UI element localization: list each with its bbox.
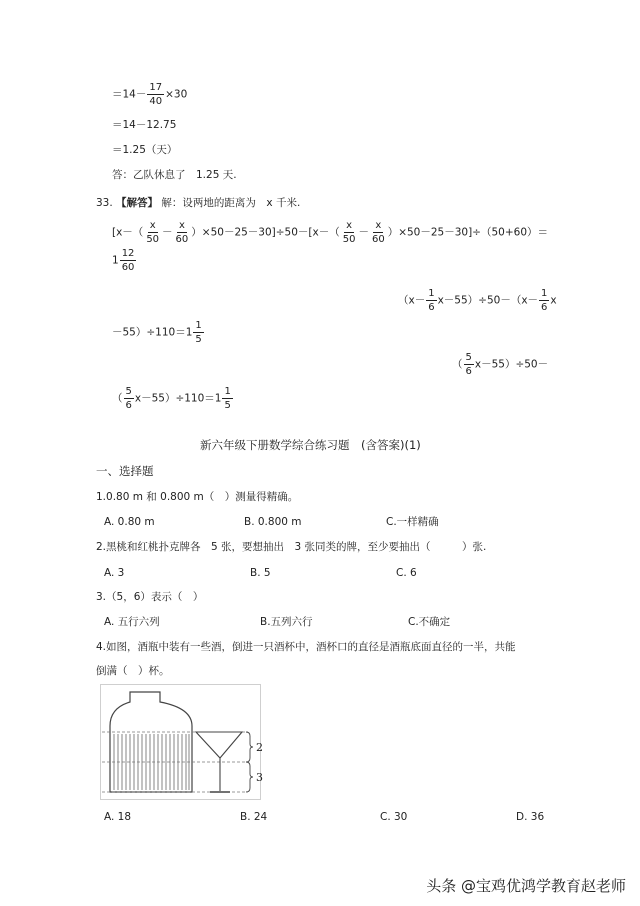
fraction [341,220,358,245]
denominator: 40 [149,96,163,107]
fraction [222,386,232,411]
q33-equation-4 [452,352,548,377]
q33-mixed-number-1 [112,248,137,273]
q4-stem-line-1: 4.如图，酒瓶中装有一些酒，倒进一只酒杯中，酒杯口的直径是酒瓶底面直径的一半，共能 [96,641,516,653]
denominator: 60 [371,234,385,245]
fraction [147,82,164,107]
bottle-glass-figure [100,684,270,806]
expr-text: （x－ [398,294,426,307]
denominator: 50 [342,234,356,245]
q1-option-c: C.一样精确 [386,516,439,528]
numerator: 1 [541,288,548,299]
q1-option-b: B. 0.800 m [244,516,302,528]
q33-equation-5 [112,386,234,411]
expr-text: x－55）÷110＝ [134,392,215,405]
solution-line-3: ＝1.25（天） [112,144,178,156]
q4-option-a: A. 18 [104,811,132,823]
denominator: 6 [541,302,548,313]
expr-text: － [358,226,369,239]
solution-answer: 答：乙队休息了 1.25 天. [112,169,237,181]
numerator: 1 [195,320,202,331]
q33-equation-1 [112,220,548,245]
expr-text: （ [112,392,123,405]
answer-tag: 【解答】 [116,197,159,209]
numerator: 5 [465,352,472,363]
denominator: 60 [121,262,135,273]
expr-text: －55）÷110＝ [112,326,186,339]
q33-equation-2 [398,288,557,313]
fraction [144,220,161,245]
fraction [370,220,387,245]
solution-line-1 [112,82,187,107]
q2-stem: 2.黑桃和红桃扑克牌各 5 张，要想抽出 3 张同类的牌，至少要抽出（ ）张. [96,541,487,553]
q1-stem: 1.0.80 m 和 0.800 m（ ）测量得精确。 [96,491,299,503]
denominator: 5 [224,400,231,411]
q2-option-a: A. 3 [104,567,125,579]
expr-text: ×30 [165,88,188,101]
numerator: x [149,220,156,231]
numerator: x [178,220,185,231]
q3-stem: 3.（5，6）表示（ ） [96,591,204,603]
q4-stem-line-2: 倒满（ ）杯。 [96,665,170,677]
denominator: 5 [195,334,202,345]
denominator: 60 [175,234,189,245]
denominator: 6 [125,400,132,411]
expr-text: ＝14－ [112,88,147,101]
q33-equation-3 [112,320,205,345]
numerator: 12 [121,248,135,259]
numerator: x [375,220,382,231]
q4-option-d: D. 36 [516,811,545,823]
fraction [120,248,137,273]
numerator: 1 [428,288,435,299]
fraction [174,220,191,245]
denominator: 6 [428,302,435,313]
mixed-whole: 1 [214,392,222,405]
section-heading: 一、选择题 [96,464,154,478]
q2-option-b: B. 5 [250,567,271,579]
watermark: 头条 @宝鸡优鸿学教育赵老师 [426,877,626,895]
q3-option-b: B.五列六行 [260,616,313,628]
heading-text: 解：设两地的距离为 x 千米. [161,197,301,209]
expr-text: x－55）÷50－ [474,358,549,371]
numerator: 5 [125,386,132,397]
q33-heading [96,196,300,210]
q2-option-c: C. 6 [396,567,417,579]
exam-title: 新六年级下册数学综合练习题 (含答案)(1) [200,438,421,452]
numerator: 17 [149,82,163,93]
expr-text: x－55）÷50－（x－ [437,294,539,307]
expr-text: x [550,294,557,307]
expr-text: － [162,226,173,239]
denominator: 6 [465,366,472,377]
fraction [464,352,474,377]
expr-text: [x－（ [112,226,144,239]
expr-text: ）×50－25－30]÷（50+60）＝ [387,226,548,239]
figure-label-3: 3 [256,771,263,784]
expr-text: （ [452,358,463,371]
mixed-whole: 1 [185,326,193,339]
q4-option-b: B. 24 [240,811,268,823]
q1-option-a: A. 0.80 m [104,516,155,528]
q3-option-c: C.不确定 [408,616,451,628]
solution-line-2: ＝14－12.75 [112,119,177,131]
q4-option-c: C. 30 [380,811,408,823]
question-number: 33. [96,197,113,209]
q3-option-a: A. 五行六列 [104,616,160,628]
numerator: 1 [224,386,231,397]
fraction [193,320,203,345]
denominator: 50 [146,234,160,245]
figure-label-2: 2 [256,741,263,754]
numerator: x [346,220,353,231]
fraction [426,288,436,313]
fraction [539,288,549,313]
mixed-whole: 1 [112,254,119,267]
expr-text: ）×50－25－30]÷50－[x－（ [191,226,340,239]
fraction [124,386,134,411]
